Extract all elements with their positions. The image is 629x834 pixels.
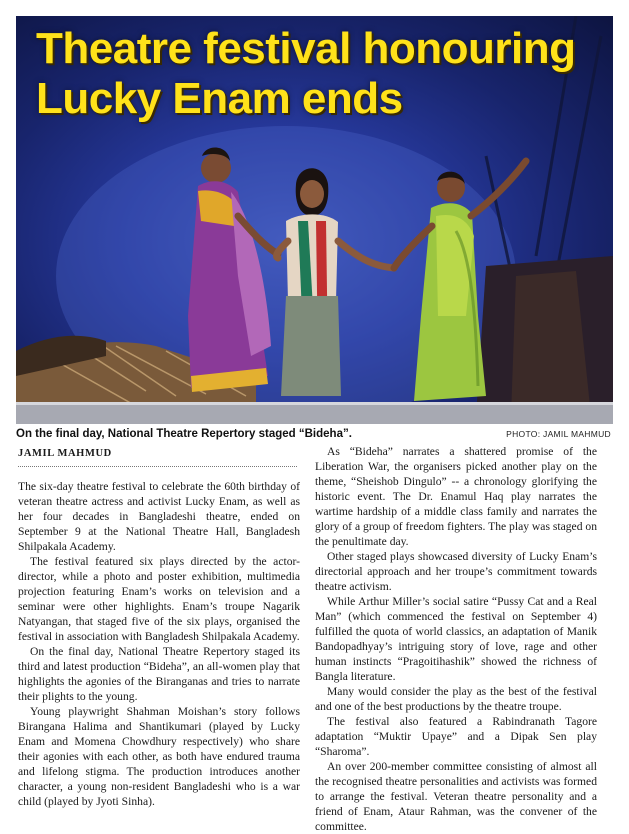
byline: JAMIL MAHMUD [18,448,112,459]
paragraph: An over 200-member committee consisting of almost all the recognised theatre personalities and activists was formed to arrange the festival. Veteran theatre personality and a friend of Enam, Ataur Rahman, was the convener of the committee. [315,760,597,833]
paragraph: Other staged plays showcased diversity of Lucky Enam’s directorial approach and her troupe’s commitment towards theatre activism. [315,550,597,593]
photo-caption: On the final day, National Theatre Repertory staged “Bideha”. [16,428,352,440]
paragraph: The six-day theatre festival to celebrate the 60th birthday of veteran theatre actress and activist Lucky Enam, as well as her four decades in Bangladeshi theatre, ended on September 9 at the National Theatre Hall, Bangladesh Shilpakala Academy. [18,480,300,553]
paragraph: As “Bideha” narrates a shattered promise of the Liberation War, the organisers picked another play on the theme, “Sheishob Dingulo” -- a chronology glorifying the historic event. The Dr. Enamul Haq play narrates the wartime hardship of a middle class family and narrates the glory of a group of freedom fighters. The play was staged on the penultimate day. [315,445,597,548]
paragraph: Young playwright Shahman Moishan’s story follows Birangana Halima and Shantikumari (played by Lucky Enam and Momena Chowdhury respectively) who share their agonies with each other, as both have endured trauma and lifelong stigma. The production introduces another character, a young non-resident Bangladeshi who is a war child (played by Jyoti Sinha). [18,705,300,808]
stage-photo [16,16,613,424]
paragraph: On the final day, National Theatre Repertory staged its third and latest production “Bideha”, an all-women play that highlights the agonies of the Biranganas and tries to narrate their plights to the young. [18,645,300,703]
byline-divider [18,466,297,467]
article-column-2 [315,444,597,834]
photo-caption-bar [16,428,613,444]
paragraph: Many would consider the play as the best of the festival and one of the best productions by the theatre troupe. [315,685,597,713]
paragraph: While Arthur Miller’s social satire “Pussy Cat and a Real Man” (which commenced the festival on September 4) fulfilled the quota of world classics, an adaptation of Manik Bandopadhyay’s intriguing story of love, rage and other human instincts “Pragoitihashik” showed the richness of Bangla literature. [315,595,597,683]
article-column-1 [18,479,300,809]
photo-credit: PHOTO: JAMIL MAHMUD [506,429,611,439]
headline: Theatre festival honouring Lucky Enam ends [36,24,576,123]
paragraph: The festival also featured a Rabindranath Tagore adaptation “Muktir Upaye” and a Dipak Sen play “Sharoma”. [315,715,597,758]
paragraph: The festival featured six plays directed by the actor-director, while a photo and poster exhibition, multimedia projection featuring Enam’s works on television and a seminar were other highlights. Enam’s troupe Nagarik Natyangan, that staged five of the six plays, organised the festival in association with Bangladesh Shilpakala Academy. [18,555,300,643]
